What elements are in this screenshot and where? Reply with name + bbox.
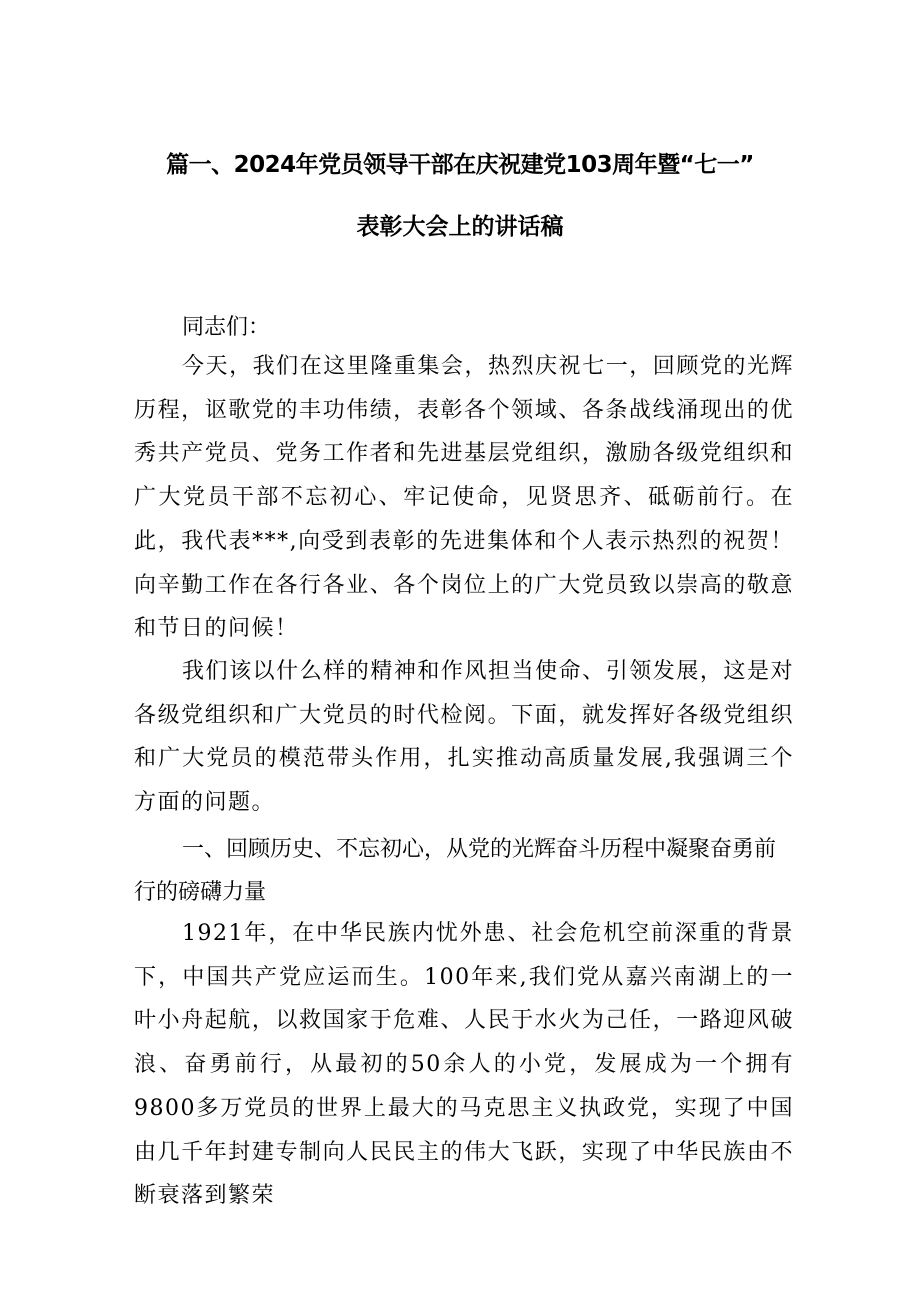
paragraph-2: 我们该以什么样的精神和作风担当使命、引领发展，这是对各级党组织和广大党员的时代检阅。下面，就发挥好各级党组织和广大党员的模范带头作用，扎实推动高质量发展,我强调三个方面的问题。 — [134, 659, 794, 816]
section-heading-1: 一、回顾历史、不忘初心，从党的光辉奋斗历程中凝聚奋勇前行的磅礴力量 — [134, 837, 777, 905]
document-title-line-2: 表彰大会上的讲话稿 — [356, 214, 564, 240]
salutation: 同志们： — [182, 315, 271, 340]
document-title-line-1: 篇一、2024年党员领导干部在庆祝建党103周年暨“七一” — [166, 152, 754, 178]
paragraph-3: 1921年，在中华民族内忧外患、社会危机空前深重的背景下，中国共产党应运而生。100年来,我们党从嘉兴南湖上的一叶小舟起航，以救国家于危难、人民于水火为己任，一路迎风破浪、奋勇前行，从最初的50余人的小党，发展成为一个拥有9800多万党员的世界上最大的马克思主义执政党，实现了中国由几千年封建专制向人民民主的伟大飞跃，实现了中华民族由不断衰落到繁荣 — [134, 921, 794, 1209]
paragraph-1: 今天，我们在这里隆重集会，热烈庆祝七一，回顾党的光辉历程，讴歌党的丰功伟绩，表彰各个领域、各条战线涌现出的优秀共产党员、党务工作者和先进基层党组织，激励各级党组织和广大党员干部不忘初心、牢记使命，见贤思齐、砥砺前行。在此，我代表***,向受到表彰的先进集体和个人表示热烈的祝贺！向辛勤工作在各行各业、各个岗位上的广大党员致以崇高的敬意和节日的问候！ — [134, 354, 794, 642]
